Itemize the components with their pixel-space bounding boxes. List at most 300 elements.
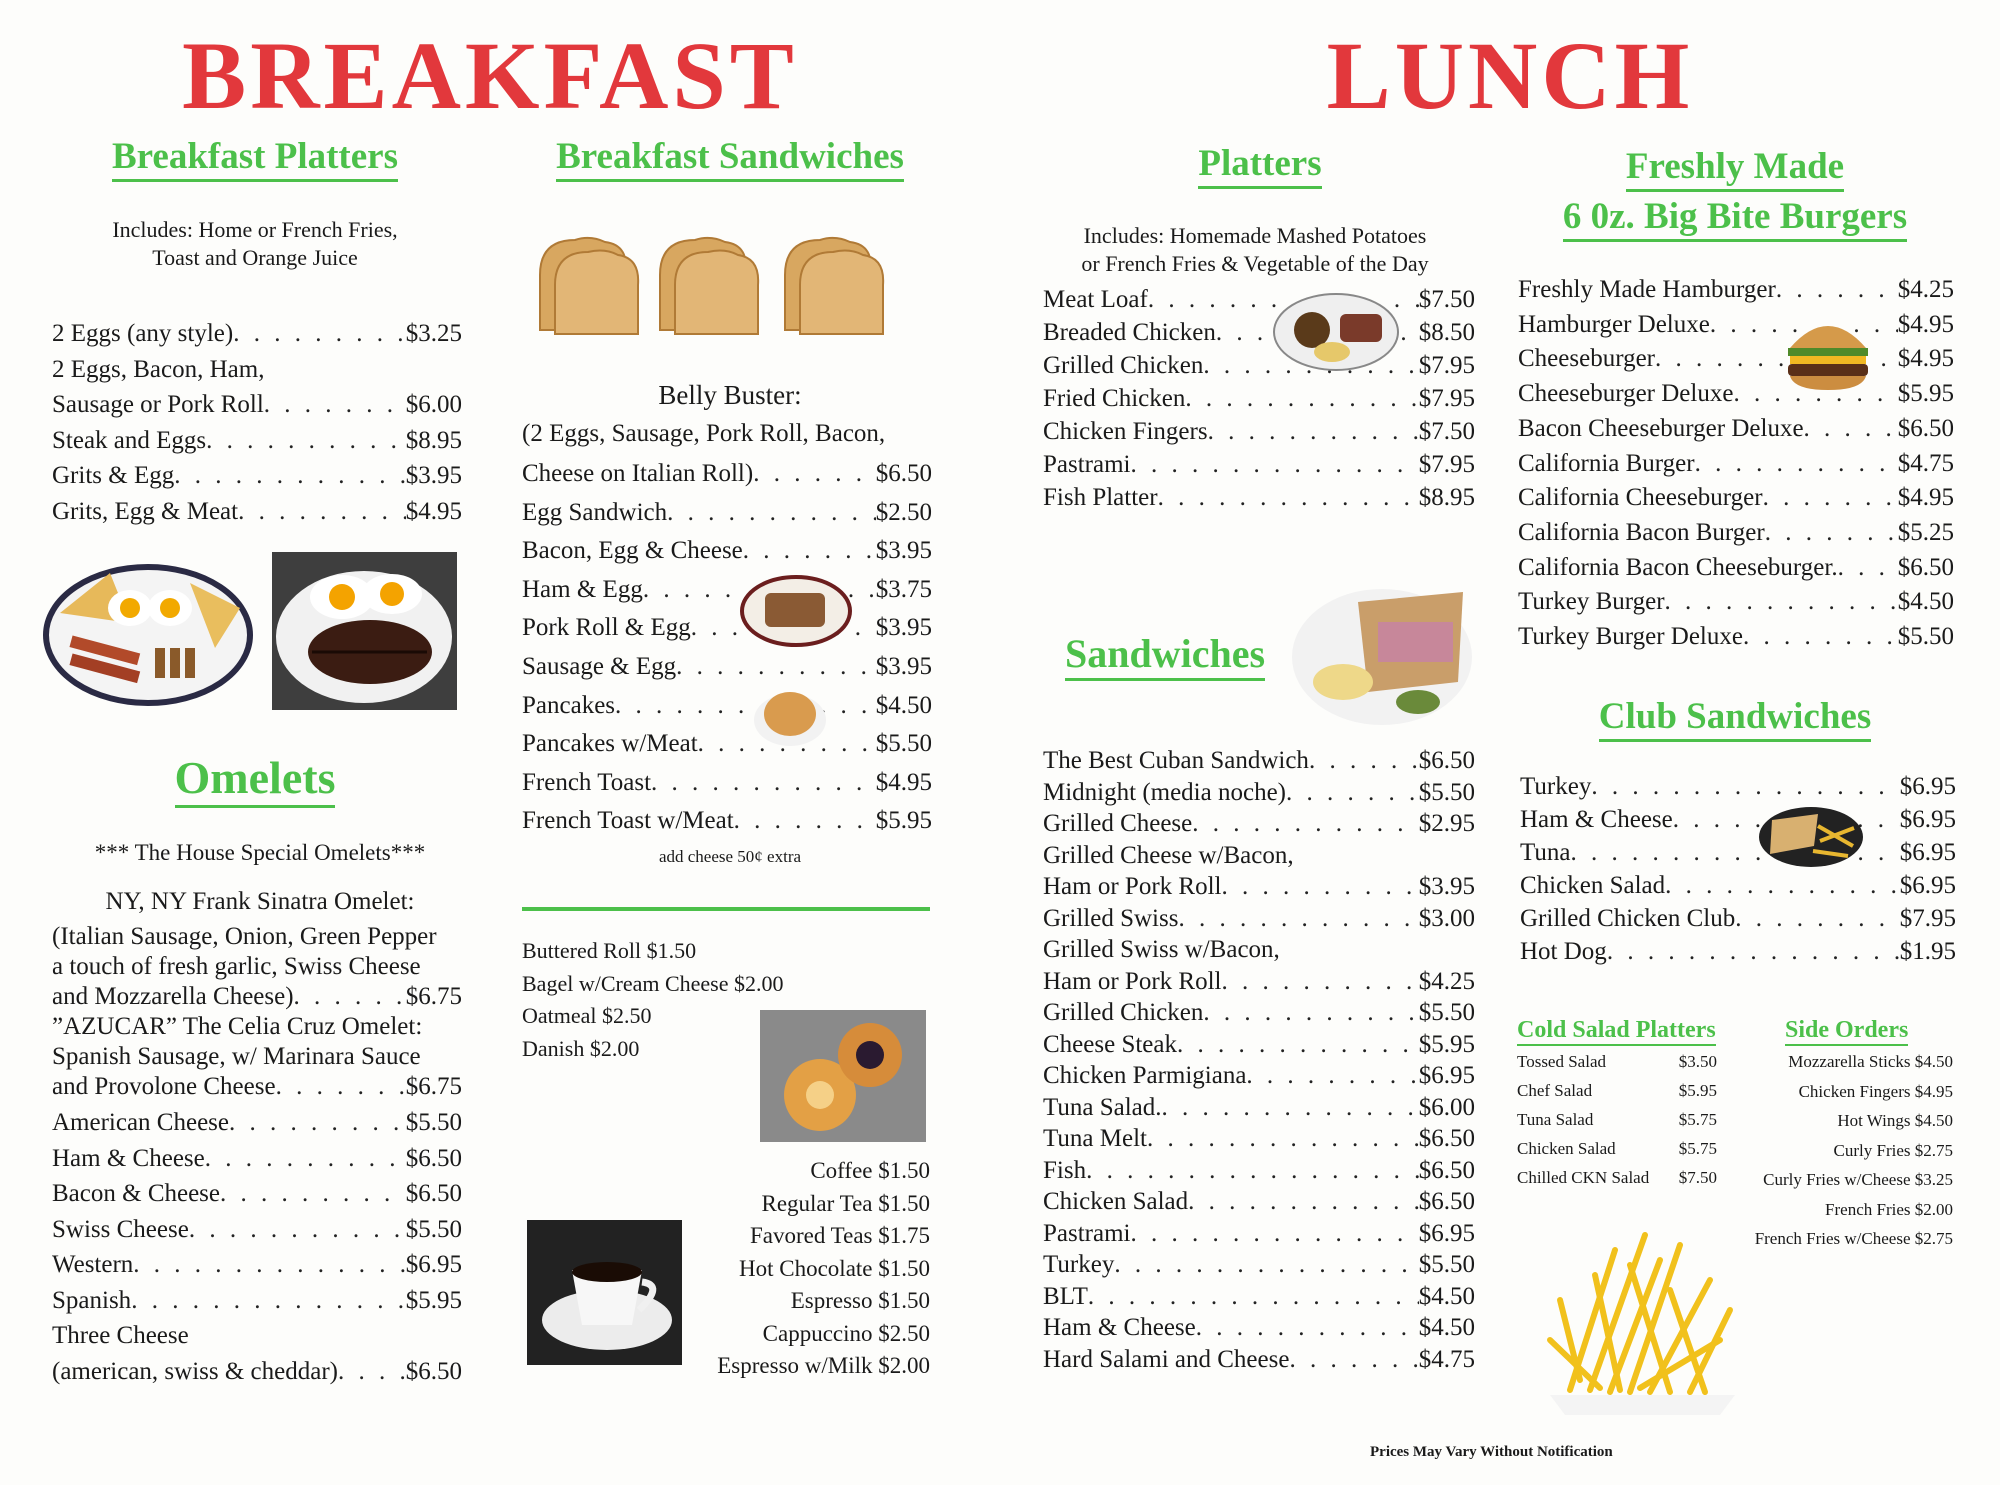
drink-item: Espresso $1.50	[790, 1288, 930, 1313]
azucar-omelet-price-row: and Provolone Cheese . . . $6.75	[52, 1072, 462, 1102]
burger-item	[1518, 342, 1954, 377]
burger-item-price: $4.25	[1897, 276, 1954, 303]
breakfast-sandwich-item	[522, 802, 932, 841]
drink-item: Coffee $1.50	[810, 1158, 930, 1183]
dot-leader	[1196, 1312, 1419, 1344]
club-sandwich-item	[1520, 902, 1956, 935]
lunch-platter-item	[1043, 349, 1475, 382]
lunch-sandwich-item-name: Chicken Parmigiana	[1043, 1062, 1247, 1089]
dot-leader	[1607, 935, 1900, 968]
breakfast-sandwich-item-name: Pancakes w/Meat	[522, 730, 698, 758]
burger-item	[1518, 377, 1954, 412]
omelet-item	[52, 1105, 462, 1141]
dot-leader	[1763, 481, 1898, 516]
lunch-sandwich-item	[1043, 903, 1475, 935]
dot-leader	[1735, 902, 1900, 935]
burger-item	[1518, 620, 1954, 655]
prices-notice: Prices May Vary Without Notification	[1370, 1444, 1613, 1460]
lunch-sandwich-item-price: $6.50	[1418, 1125, 1475, 1152]
lunch-platter-item	[1043, 382, 1475, 415]
burger-item	[1518, 481, 1954, 516]
lunch-sandwich-item-name: Ham or Pork Roll	[1043, 967, 1222, 995]
dot-leader	[1309, 745, 1419, 777]
dot-leader	[264, 387, 406, 423]
burger-item-price: $4.95	[1897, 484, 1954, 512]
breakfast-sandwich-item-price: $3.95	[875, 537, 932, 565]
lunch-sandwich-item	[1043, 1344, 1475, 1376]
burger-item	[1518, 308, 1954, 343]
dot-leader	[1838, 551, 1898, 586]
lunch-sandwich-item	[1043, 1092, 1475, 1124]
breakfast-platter-item-price: $3.95	[405, 462, 462, 489]
dot-leader	[189, 1212, 406, 1248]
dot-leader	[1162, 1092, 1419, 1124]
drink-item: Cappuccino $2.50	[762, 1320, 930, 1346]
lunch-sandwich-item-price: $5.50	[1418, 1251, 1475, 1278]
belly-buster-title: Belly Buster:	[658, 380, 802, 410]
lunch-sandwich-item-price: $5.50	[1418, 778, 1475, 806]
breakfast-sandwich-item-price: $4.95	[875, 768, 932, 796]
burger-item	[1518, 551, 1954, 586]
lunch-sandwich-item	[1043, 1249, 1475, 1281]
lunch-sandwich-item-name: Fish	[1043, 1156, 1087, 1184]
breakfast-sandwich-item-price: $2.50	[875, 498, 932, 526]
belly-buster-desc: (2 Eggs, Sausage, Pork Roll, Bacon,	[522, 420, 886, 447]
side-order-item: French Fries w/Cheese $2.75	[1754, 1229, 1953, 1248]
breakfast-sandwich-item-name: Sausage & Egg	[522, 652, 677, 680]
breakfast-platter-item	[52, 423, 462, 459]
breakfast-extra-item: Buttered Roll $1.50	[522, 938, 697, 963]
lunch-sandwich-item-price: $2.95	[1418, 810, 1475, 837]
breakfast-sandwich-item-name: French Toast w/Meat	[522, 807, 734, 835]
breakfast-sandwiches-list	[522, 455, 932, 841]
breakfast-platter-item	[52, 352, 462, 388]
burger-item-name: Hamburger Deluxe	[1518, 310, 1710, 338]
dot-leader	[338, 1354, 406, 1390]
dot-leader	[743, 532, 876, 571]
breakfast-sandwich-item-price: $4.50	[875, 691, 932, 719]
cold-salad-item-price: $3.50	[1678, 1052, 1717, 1071]
breakfast-sandwich-item	[522, 687, 932, 726]
breakfast-platter-photo	[40, 553, 255, 708]
dot-leader	[1086, 1155, 1419, 1187]
dot-leader	[229, 1105, 406, 1141]
lunch-platter-item	[1043, 283, 1475, 316]
lunch-platter-item	[1043, 448, 1475, 481]
dot-leader	[238, 494, 406, 530]
breakfast-sandwich-item	[522, 725, 932, 764]
lunch-platters-list	[1043, 283, 1475, 514]
dot-leader	[1177, 1029, 1419, 1061]
dot-leader	[1221, 871, 1418, 903]
breakfast-sandwich-item-price: $5.95	[875, 807, 932, 835]
breakfast-sandwich-item-price: $3.75	[875, 575, 932, 603]
breakfast-platter-item	[52, 316, 462, 352]
dot-leader	[133, 1247, 405, 1283]
dot-leader	[1695, 447, 1898, 482]
lunch-sandwich-item	[1043, 1060, 1475, 1092]
burger-item-price: $4.95	[1897, 310, 1954, 338]
cold-salad-item-name: Chef Salad	[1517, 1081, 1593, 1100]
breakfast-platters-list	[52, 316, 462, 529]
omelet-item-name: (american, swiss & cheddar)	[52, 1357, 338, 1385]
dot-leader	[1147, 1123, 1419, 1155]
lunch-sandwich-item-price: $6.50	[1418, 747, 1475, 774]
breakfast-sandwich-item	[522, 455, 932, 494]
burger-item	[1518, 447, 1954, 482]
lunch-platter-item-price: $8.95	[1418, 484, 1475, 511]
side-order-item: Curly Fries w/Cheese $3.25	[1763, 1170, 1953, 1189]
club-sandwich-item-name: Tuna	[1520, 839, 1571, 866]
side-order-item: Mozzarella Sticks $4.50	[1788, 1052, 1953, 1071]
meatloaf-plate-photo	[1272, 292, 1400, 372]
dot-leader	[1131, 1218, 1419, 1250]
club-sandwich-item-name: Ham & Cheese	[1520, 806, 1673, 833]
lunch-sandwich-item-name: Grilled Chicken	[1043, 999, 1204, 1026]
dot-leader	[233, 316, 406, 352]
side-order-item: Chicken Fingers $4.95	[1798, 1081, 1953, 1101]
omelet-item-name: Swiss Cheese	[52, 1215, 189, 1243]
cold-salad-item	[1517, 1134, 1717, 1163]
breakfast-sandwich-item-price: $5.50	[875, 730, 932, 758]
lunch-sandwich-item	[1043, 1123, 1475, 1155]
burger-item-price: $4.75	[1897, 449, 1954, 477]
cold-salad-item-price: $7.50	[1678, 1168, 1717, 1187]
omelet-item	[52, 1141, 462, 1177]
dot-leader	[206, 423, 406, 459]
cuban-sandwich-photo	[1288, 562, 1476, 728]
side-order-item: Curly Fries $2.75	[1833, 1140, 1953, 1160]
lunch-sandwich-item-name: Grilled Cheese	[1043, 810, 1193, 837]
club-sandwiches-list	[1520, 770, 1956, 968]
burger-item-price: $4.95	[1897, 345, 1954, 373]
dot-leader	[1158, 481, 1419, 514]
dot-leader	[220, 1176, 406, 1212]
breakfast-extra-item: Danish $2.00	[522, 1035, 640, 1061]
lunch-platter-item-price: $7.50	[1418, 418, 1475, 445]
breakfast-sandwich-item	[522, 494, 932, 533]
omelet-item-name: Western	[52, 1251, 134, 1278]
drink-item: Regular Tea $1.50	[761, 1190, 930, 1216]
toast-photo	[530, 230, 910, 340]
burger-item-price: $6.50	[1897, 414, 1954, 442]
omelet-item-price: $6.95	[405, 1251, 462, 1278]
lunch-sandwich-item-price: $5.95	[1418, 1030, 1475, 1058]
breakfast-sandwich-item	[522, 648, 932, 687]
lunch-sandwich-item-price: $6.50	[1418, 1188, 1475, 1215]
lunch-sandwich-item-price: $4.25	[1418, 967, 1475, 995]
dot-leader	[753, 455, 876, 494]
ham-and-egg-photo	[740, 575, 852, 647]
dot-leader	[1221, 966, 1418, 998]
drink-item: Espresso w/Milk $2.00	[717, 1353, 930, 1378]
club-sandwich-item-name: Hot Dog	[1520, 938, 1607, 965]
lunch-sandwich-item-price: $3.00	[1418, 904, 1475, 932]
dot-leader	[1246, 1060, 1418, 1092]
dot-leader	[1178, 903, 1418, 935]
breakfast-sandwich-item	[522, 532, 932, 571]
cold-salad-item-price: $5.75	[1678, 1139, 1717, 1158]
lunch-platter-item-name: Breaded Chicken	[1043, 319, 1216, 346]
sinatra-omelet-title: NY, NY Frank Sinatra Omelet:	[105, 888, 415, 915]
club-sandwich-item-price: $6.95	[1899, 872, 1956, 899]
dot-leader	[1188, 1186, 1419, 1218]
lunch-platter-item-name: Fried Chicken	[1043, 385, 1186, 412]
dot-leader	[1203, 997, 1418, 1029]
breakfast-platter-item-price: $6.00	[405, 391, 462, 418]
dot-leader	[676, 648, 876, 687]
breakfast-platter-item	[52, 387, 462, 423]
omelet-item-name: American Cheese	[52, 1109, 230, 1136]
dot-leader	[1289, 1344, 1418, 1376]
omelet-item	[52, 1354, 462, 1390]
burger-item-name: California Cheeseburger	[1518, 484, 1763, 512]
burger-item	[1518, 516, 1954, 551]
omelet-item	[52, 1247, 462, 1283]
breakfast-platter-item-name: Grits & Egg	[52, 462, 175, 489]
lunch-platter-item-price: $7.95	[1418, 385, 1475, 412]
burgers-list	[1518, 273, 1954, 655]
lunch-sandwich-item-name: Ham & Cheese	[1043, 1314, 1196, 1341]
dot-leader	[1804, 412, 1898, 447]
cold-salad-item	[1517, 1076, 1717, 1105]
cold-salad-item-name: Chilled CKN Salad	[1517, 1168, 1650, 1187]
lunch-sandwich-item-price: $6.00	[1418, 1093, 1475, 1121]
club-sandwich-item-price: $6.95	[1899, 839, 1956, 866]
cheeseburger-photo	[1782, 310, 1874, 392]
omelet-item-price: $6.50	[405, 1357, 462, 1385]
cold-salad-item	[1517, 1105, 1717, 1134]
lunch-platter-item-price: $7.50	[1418, 286, 1475, 313]
lunch-title: LUNCH	[1326, 22, 1694, 129]
breakfast-sandwich-item-price: $3.95	[875, 614, 932, 642]
lunch-sandwich-item-price: $6.95	[1418, 1219, 1475, 1247]
club-sandwich-item	[1520, 869, 1956, 902]
lunch-sandwich-item	[1043, 840, 1475, 872]
lunch-sandwich-item	[1043, 1029, 1475, 1061]
lunch-platter-item-name: Grilled Chicken	[1043, 352, 1204, 379]
burger-item-name: California Burger	[1518, 449, 1695, 477]
club-sandwich-item-price: $1.95	[1899, 938, 1956, 965]
dot-leader	[1765, 516, 1898, 551]
club-sandwich-item-price: $7.95	[1899, 905, 1956, 932]
club-sandwich-item	[1520, 770, 1956, 803]
lunch-sandwich-item	[1043, 808, 1475, 840]
coffee-cup-photo	[527, 1220, 682, 1365]
dot-leader	[1208, 415, 1419, 448]
club-sandwich-item-name: Grilled Chicken Club	[1520, 905, 1736, 932]
cold-salad-item-price: $5.75	[1678, 1110, 1717, 1129]
lunch-sandwich-item-name: Tuna Melt	[1043, 1125, 1147, 1152]
lunch-sandwich-item-price: $3.95	[1418, 873, 1475, 900]
lunch-sandwich-item-name: Grilled Cheese w/Bacon,	[1043, 841, 1294, 869]
burger-item-name: Freshly Made Hamburger	[1518, 276, 1776, 303]
lunch-platter-item-name: Chicken Fingers	[1043, 418, 1208, 445]
burger-item-price: $6.50	[1897, 553, 1954, 581]
burger-item-name: California Bacon Burger	[1518, 518, 1765, 546]
lunch-sandwich-item-name: Grilled Swiss w/Bacon,	[1043, 936, 1280, 963]
lunch-sandwich-item-name: The Best Cuban Sandwich	[1043, 747, 1309, 774]
lunch-platter-item-name: Pastrami	[1043, 451, 1131, 478]
lunch-sandwich-item-price: $4.75	[1418, 1345, 1475, 1373]
omelet-item	[52, 1212, 462, 1248]
breakfast-extra-item: Oatmeal $2.50	[522, 1003, 652, 1028]
cold-salad-item	[1517, 1163, 1717, 1192]
lunch-platter-item-price: $8.50	[1418, 319, 1475, 346]
burger-item-name: California Bacon Cheeseburger.	[1518, 553, 1838, 581]
sinatra-omelet-price-row: and Mozzarella Cheese) . . . $6.75	[52, 982, 462, 1012]
drink-item: Favored Teas $1.75	[749, 1223, 930, 1248]
club-sandwich-item-name: Chicken Salad	[1520, 872, 1666, 899]
breakfast-extra-item: Bagel w/Cream Cheese $2.00	[522, 970, 784, 996]
breakfast-platter-item-name: Steak and Eggs	[52, 426, 207, 454]
dot-leader	[1665, 869, 1900, 902]
lunch-platters-heading: Platters	[1150, 142, 1370, 186]
omelet-item-name: Ham & Cheese	[52, 1144, 205, 1172]
dot-leader	[1185, 382, 1418, 415]
breakfast-sandwich-item-name: Ham & Egg	[522, 575, 643, 603]
club-sandwiches-heading: Club Sandwiches	[1540, 695, 1930, 739]
lunch-sandwich-item	[1043, 1218, 1475, 1250]
burger-item-name: Cheeseburger	[1518, 345, 1655, 373]
dot-leader	[651, 764, 876, 803]
sinatra-omelet-desc: (Italian Sausage, Onion, Green Pepper a touch of fresh garlic, Swiss Cheese and Mozzarella Cheese) . . . $6.75 ”AZUCAR” The Celia Cruz Omelet: Spanish Sausage, w/ Marinara Sauce and Provolone Cheese . . . $6.75	[52, 922, 462, 1102]
breakfast-sandwich-item-name: Pork Roll & Egg	[522, 614, 691, 642]
breakfast-platter-item-name: Sausage or Pork Roll	[52, 391, 264, 418]
lunch-sandwich-item-price: $6.95	[1418, 1062, 1475, 1089]
steak-and-eggs-photo	[272, 552, 457, 710]
lunch-sandwich-item	[1043, 1155, 1475, 1187]
omelet-item	[52, 1283, 462, 1319]
breakfast-sandwich-item-price: $6.50	[875, 460, 932, 487]
lunch-sandwich-item-name: Chicken Salad	[1043, 1188, 1189, 1215]
breakfast-sandwich-item-name: Cheese on Italian Roll)	[522, 460, 754, 487]
omelet-item-price: $6.50	[405, 1144, 462, 1172]
omelet-item-name: Bacon & Cheese	[52, 1180, 221, 1207]
breakfast-sandwich-item	[522, 571, 932, 610]
dot-leader	[1088, 1281, 1419, 1313]
dot-leader	[1665, 585, 1898, 620]
dot-leader	[1114, 1249, 1418, 1281]
side-order-item: Hot Wings $4.50	[1837, 1111, 1953, 1130]
breakfast-sandwich-item-name: Pancakes	[522, 691, 616, 719]
club-sandwich-item	[1520, 935, 1956, 968]
breakfast-platter-item	[52, 458, 462, 494]
club-sandwich-item	[1520, 803, 1956, 836]
lunch-platter-item-name: Meat Loaf	[1043, 286, 1148, 313]
omelet-item-price: $5.95	[405, 1286, 462, 1314]
club-sandwich-photo	[1758, 806, 1864, 868]
omelet-item-name: Spanish	[52, 1286, 132, 1314]
breakfast-title: BREAKFAST	[182, 22, 798, 129]
pancakes-photo	[752, 684, 828, 748]
breakfast-platter-item-price: $8.95	[405, 426, 462, 454]
lunch-sandwich-item-name: Ham or Pork Roll	[1043, 873, 1222, 900]
lunch-sandwich-item	[1043, 1281, 1475, 1313]
lunch-sandwich-item-name: Tuna Salad.	[1043, 1093, 1162, 1121]
omelet-item	[52, 1176, 462, 1212]
burger-item-name: Cheeseburger Deluxe	[1518, 380, 1734, 408]
dot-leader	[667, 494, 876, 533]
lunch-sandwiches-heading: Sandwiches	[1040, 630, 1290, 678]
lunch-sandwich-item	[1043, 745, 1475, 777]
dot-leader	[205, 1141, 406, 1177]
lunch-sandwich-item-price: $4.50	[1418, 1314, 1475, 1341]
breakfast-sandwich-item-name: French Toast	[522, 768, 652, 796]
breakfast-sandwich-item-price: $3.95	[875, 652, 932, 680]
cold-salad-item-name: Tossed Salad	[1517, 1052, 1606, 1071]
lunch-sandwich-item-name: Turkey	[1043, 1251, 1115, 1278]
french-fries-photo	[1520, 1220, 1765, 1420]
lunch-platter-item	[1043, 481, 1475, 514]
omelet-item	[52, 1318, 462, 1354]
omelets-special-header: *** The House Special Omelets***	[94, 840, 426, 865]
club-sandwich-item	[1520, 836, 1956, 869]
side-orders-heading: Side Orders	[1785, 1017, 1908, 1046]
lunch-sandwich-item-price: $5.50	[1418, 999, 1475, 1026]
dot-leader	[1286, 777, 1419, 809]
lunch-sandwich-item-price: $4.50	[1418, 1282, 1475, 1310]
lunch-sandwich-item-name: Grilled Swiss	[1043, 904, 1179, 932]
lunch-sandwich-item	[1043, 934, 1475, 966]
burger-item-price: $5.95	[1897, 380, 1954, 408]
omelet-item-name: Three Cheese	[52, 1322, 189, 1349]
breakfast-platter-item	[52, 494, 462, 530]
breakfast-platters-note: Includes: Home or French Fries, Toast and Orange Juice	[112, 217, 398, 270]
side-order-item: French Fries $2.00	[1825, 1199, 1953, 1219]
breakfast-platter-item-price: $4.95	[405, 497, 462, 525]
dot-leader	[174, 458, 406, 494]
burger-item	[1518, 412, 1954, 447]
omelet-item-price: $5.50	[405, 1109, 462, 1136]
lunch-sandwich-item-price: $6.50	[1418, 1156, 1475, 1184]
cold-salad-item	[1517, 1047, 1717, 1076]
lunch-sandwich-item	[1043, 1186, 1475, 1218]
burger-item	[1518, 585, 1954, 620]
breakfast-platters-heading: Breakfast Platters	[70, 135, 440, 179]
burger-item-name: Turkey Burger Deluxe	[1518, 623, 1743, 651]
omelets-list	[52, 1105, 462, 1389]
lunch-platter-item	[1043, 415, 1475, 448]
club-sandwich-item-price: $6.95	[1899, 806, 1956, 833]
lunch-sandwich-item	[1043, 966, 1475, 998]
breakfast-platter-item-name: 2 Eggs (any style)	[52, 320, 234, 347]
cold-salad-list	[1517, 1047, 1717, 1192]
cold-salad-item-name: Chicken Salad	[1517, 1139, 1616, 1158]
burgers-heading: Freshly Made 6 0z. Big Bite Burgers	[1500, 142, 1970, 242]
dot-leader	[1192, 808, 1418, 840]
breakfast-platter-item-price: $3.25	[405, 320, 462, 347]
lunch-platter-item-price: $7.95	[1418, 451, 1475, 478]
breakfast-platter-item-name: Grits, Egg & Meat	[52, 497, 239, 525]
burger-item-price: $5.50	[1897, 623, 1954, 651]
lunch-sandwich-item-name: Cheese Steak	[1043, 1030, 1177, 1058]
lunch-sandwich-item-name: Hard Salami and Cheese	[1043, 1345, 1290, 1373]
cold-salad-item-price: $5.95	[1678, 1081, 1717, 1100]
burger-item-price: $5.25	[1897, 518, 1954, 546]
lunch-sandwich-item	[1043, 997, 1475, 1029]
lunch-sandwich-item-name: BLT	[1043, 1282, 1088, 1310]
lunch-platter-item-price: $7.95	[1418, 352, 1475, 379]
dot-leader	[1743, 620, 1898, 655]
cold-salad-item-name: Tuna Salad	[1517, 1110, 1594, 1129]
dot-leader	[615, 687, 876, 726]
drinks-list	[690, 1155, 930, 1383]
breakfast-sandwich-item-name: Bacon, Egg & Cheese	[522, 537, 743, 565]
club-sandwich-item-price: $6.95	[1899, 773, 1956, 800]
lunch-sandwiches-list	[1043, 745, 1475, 1375]
lunch-platter-item-name: Fish Platter	[1043, 484, 1158, 511]
